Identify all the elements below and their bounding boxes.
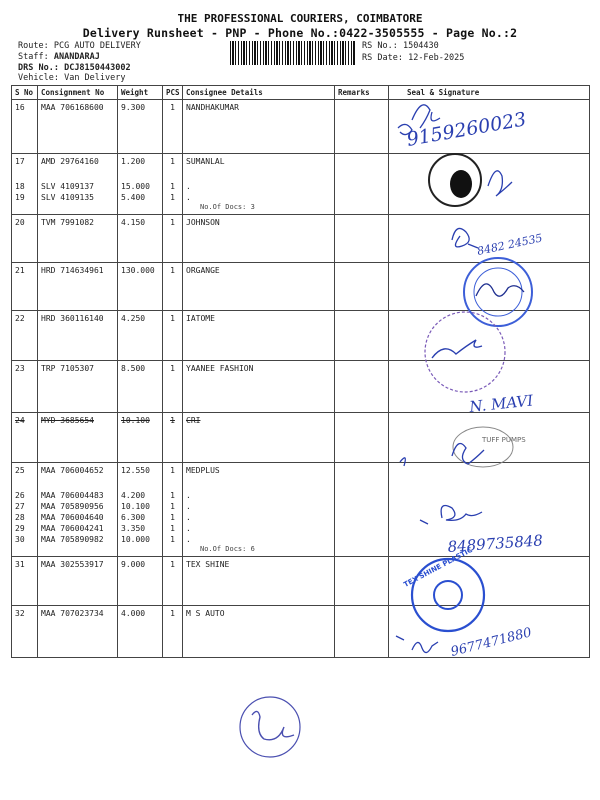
col-weight: Weight xyxy=(118,86,163,100)
sno-cell: 17 18 19 xyxy=(12,154,38,215)
table-row xyxy=(12,606,590,658)
page-signature xyxy=(252,711,294,739)
consignment-cell: MAA 706004652 MAA 706004483 MAA 705890956 MAA 706004640 MAA 706004241 MAA 705890982 xyxy=(38,463,118,557)
signature-cell xyxy=(389,100,590,154)
table-row xyxy=(12,361,590,413)
rs-date-value: 12-Feb-2025 xyxy=(408,53,465,63)
consignment-cell: MYD 3685654 xyxy=(38,413,118,463)
signature-cell xyxy=(389,311,590,361)
consignee-name: SUMANLAL xyxy=(186,157,225,166)
consignee-cell xyxy=(183,413,335,463)
signature-cell xyxy=(389,463,590,557)
col-consignment: Consignment No xyxy=(38,86,118,100)
weight-cell: 9.300 xyxy=(118,100,163,154)
consignee-name: JOHNSON xyxy=(186,218,220,227)
runsheet-subtitle: Delivery Runsheet - PNP - Phone No.:0422-3505555 - Page No.:2 xyxy=(82,26,518,40)
page-stamp xyxy=(240,697,300,757)
route-value: PCG AUTO DELIVERY xyxy=(53,41,141,51)
remarks-cell xyxy=(335,557,389,606)
signature-cell xyxy=(389,557,590,606)
vehicle-value: Van Delivery xyxy=(64,73,126,83)
table-row xyxy=(12,263,590,311)
pcs-cell: 1 xyxy=(163,263,183,311)
pcs-cell: 1 xyxy=(163,557,183,606)
rs-date-line: RS Date: 12-Feb-2025 xyxy=(362,53,465,63)
remarks-cell xyxy=(335,463,389,557)
consignee-cell xyxy=(183,311,335,361)
sno-cell: 23 xyxy=(12,361,38,413)
remarks-cell xyxy=(335,361,389,413)
signature-cell xyxy=(389,263,590,311)
consignee-cell xyxy=(183,215,335,263)
runsheet-table xyxy=(11,85,590,658)
staff-value: ANANDARAJ xyxy=(53,52,100,62)
handwritten-initial-23: N. MAVI xyxy=(468,391,534,416)
route-line: Route: PCG AUTO DELIVERY xyxy=(18,41,141,51)
consignee-cell xyxy=(183,263,335,311)
consignment-cell: MAA 706168600 xyxy=(38,100,118,154)
col-remarks: Remarks xyxy=(335,86,389,100)
consignee-name: M S AUTO xyxy=(186,609,225,618)
consignee-name: MEDPLUS xyxy=(186,466,220,475)
handwritten-phone-26: 8489735848 xyxy=(447,531,544,556)
consignee-cell: SUMANLAL . . No.Of Docs: 3 xyxy=(183,154,335,215)
pcs-cell: 1 1 1 1 1 1 xyxy=(163,463,183,557)
remarks-cell xyxy=(335,215,389,263)
consignment-cell: MAA 302553917 xyxy=(38,557,118,606)
table-header xyxy=(12,86,590,100)
sno-cell: 31 xyxy=(12,557,38,606)
consignment-cell: HRD 360116140 xyxy=(38,311,118,361)
sno-cell: 24 xyxy=(12,413,38,463)
consignee-cell: MEDPLUS . . . . . No.Of Docs: 6 xyxy=(183,463,335,557)
pcs-cell: 1 xyxy=(163,413,183,463)
pcs-cell: 1 xyxy=(163,215,183,263)
consignment-cell: TVM 7991082 xyxy=(38,215,118,263)
remarks-cell xyxy=(335,311,389,361)
signature-cell xyxy=(389,413,590,463)
weight-cell: 4.000 xyxy=(118,606,163,658)
col-consignee: Consignee Details xyxy=(183,86,335,100)
vehicle-line: Vehicle: Van Delivery xyxy=(18,73,126,83)
pcs-cell: 1 xyxy=(163,311,183,361)
col-pcs: PCS xyxy=(163,86,183,100)
pcs-cell: 1 1 1 xyxy=(163,154,183,215)
stamp-24-text: TUFF PUMPS xyxy=(482,436,526,444)
barcode xyxy=(230,41,356,65)
consignee-cell xyxy=(183,361,335,413)
table-row xyxy=(12,557,590,606)
weight-cell: 12.550 4.200 10.100 6.300 3.350 10.000 xyxy=(118,463,163,557)
staff-line: Staff: ANANDARAJ xyxy=(18,52,100,62)
remarks-cell xyxy=(335,263,389,311)
sno-cell: 21 xyxy=(12,263,38,311)
handwritten-note-20: 8482 24535 xyxy=(475,231,544,258)
signature-cell xyxy=(389,606,590,658)
company-title: THE PROFESSIONAL COURIERS, COIMBATORE xyxy=(177,12,423,25)
weight-cell: 8.500 xyxy=(118,361,163,413)
table-row xyxy=(12,154,590,215)
signature-cell xyxy=(389,154,590,215)
signature-cell xyxy=(389,361,590,413)
table-row xyxy=(12,215,590,263)
sno-cell: 25 26 27 28 29 30 xyxy=(12,463,38,557)
weight-cell: 4.250 xyxy=(118,311,163,361)
consignee-name: CRI xyxy=(186,416,201,425)
sno-cell: 32 xyxy=(12,606,38,658)
consignee-cell xyxy=(183,606,335,658)
consignment-cell: TRP 7105307 xyxy=(38,361,118,413)
remarks-cell xyxy=(335,154,389,215)
pcs-cell: 1 xyxy=(163,361,183,413)
pcs-cell: 1 xyxy=(163,606,183,658)
weight-cell: 130.000 xyxy=(118,263,163,311)
sno-cell: 22 xyxy=(12,311,38,361)
docs-count: No.Of Docs: 3 xyxy=(200,203,255,211)
remarks-cell xyxy=(335,606,389,658)
rs-no-line: RS No.: 1504430 xyxy=(362,41,439,51)
consignee-name: IATOME xyxy=(186,314,215,323)
drs-value: DCJ8150443002 xyxy=(64,63,131,73)
table-row xyxy=(12,100,590,154)
table-row xyxy=(12,413,590,463)
docs-count: No.Of Docs: 6 xyxy=(200,545,255,553)
consignment-cell: AMD 29764160 SLV 4109137 SLV 4109135 xyxy=(38,154,118,215)
weight-cell: 4.150 xyxy=(118,215,163,263)
handwritten-phone-32: 9677471880 xyxy=(449,625,534,660)
stamp-31-text: TEX SHINE PLASTIC xyxy=(402,545,474,589)
signature-cell xyxy=(389,215,590,263)
consignment-cell: MAA 707023734 xyxy=(38,606,118,658)
sno-cell: 16 xyxy=(12,100,38,154)
pcs-cell: 1 xyxy=(163,100,183,154)
col-sno: S No xyxy=(12,86,38,100)
col-signature: Seal & Signature xyxy=(389,86,590,100)
consignee-name: YAANEE FASHION xyxy=(186,364,254,373)
consignee-name: ORGANGE xyxy=(186,266,220,275)
rs-no-value: 1504430 xyxy=(402,41,439,51)
consignee-cell xyxy=(183,100,335,154)
consignment-cell: HRD 714634961 xyxy=(38,263,118,311)
handwritten-phone-16: 9159260023 xyxy=(405,108,528,151)
consignee-cell xyxy=(183,557,335,606)
table-row xyxy=(12,463,590,557)
consignee-name: NANDHAKUMAR xyxy=(186,103,239,112)
sno-cell: 20 xyxy=(12,215,38,263)
weight-cell: 1.200 15.000 5.400 xyxy=(118,154,163,215)
remarks-cell xyxy=(335,100,389,154)
drs-line: DRS No.: DCJ8150443002 xyxy=(18,63,131,73)
weight-cell: 9.000 xyxy=(118,557,163,606)
consignee-name: TEX SHINE xyxy=(186,560,230,569)
weight-cell: 10.100 xyxy=(118,413,163,463)
remarks-cell xyxy=(335,413,389,463)
table-row xyxy=(12,311,590,361)
